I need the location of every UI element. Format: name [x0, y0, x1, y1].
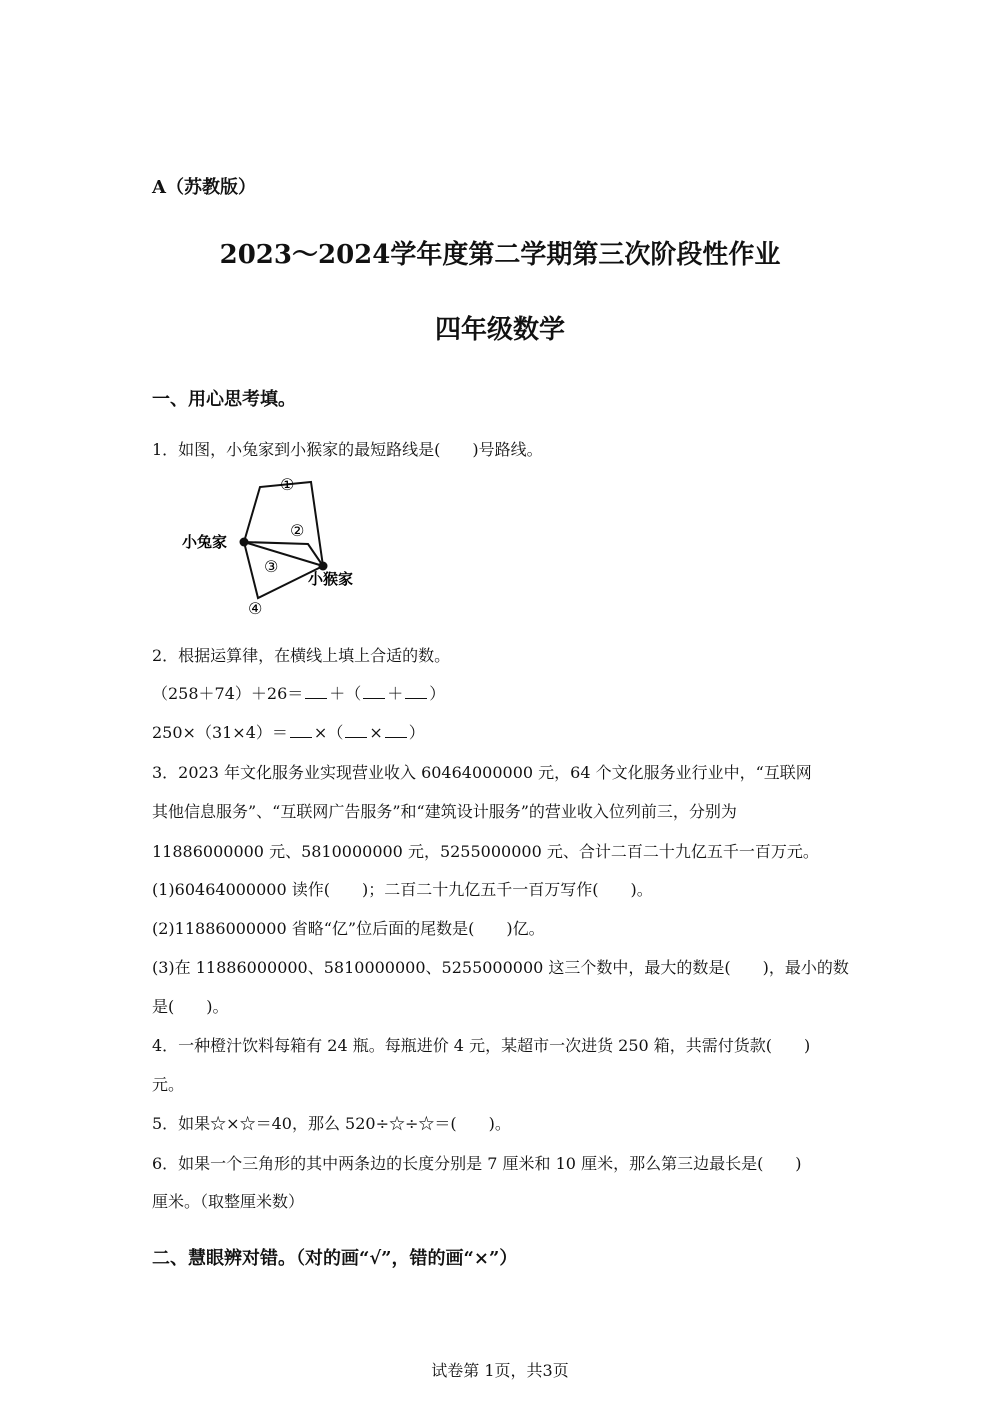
route-1-marker: ① [280, 475, 295, 494]
question-3-line-3: 11886000000 元、5810000000 元，5255000000 元、合计二百二十九亿五千一百万元。 [152, 842, 819, 861]
question-2-expr-1 [152, 684, 445, 704]
answer-blank[interactable] [305, 684, 327, 699]
question-3-sub-1: (1)60464000000 读作( )；二百二十九亿五千一百万写作( )。 [152, 880, 653, 899]
question-5: 5．如果☆×☆＝40，那么 520÷☆÷☆＝( )。 [152, 1114, 511, 1133]
expr-2-end: ） [408, 723, 425, 742]
answer-blank[interactable] [290, 723, 312, 738]
section-2-heading: 二、慧眼辨对错。（对的画“√”，错的画“×”） [152, 1248, 518, 1269]
question-4-line-2: 元。 [152, 1075, 185, 1094]
answer-blank[interactable] [363, 684, 385, 699]
question-3-line-1: 3．2023 年文化服务业实现营业收入 60464000000 元，64 个文化服务业行业中，“互联网 [152, 763, 812, 782]
answer-blank[interactable] [345, 723, 367, 738]
exam-title: 2023～2024学年度第二学期第三次阶段性作业 [219, 240, 781, 270]
question-3-sub-3-line-1: (3)在 11886000000、5810000000、5255000000 这三个数中，最大的数是( )，最小的数 [152, 958, 849, 977]
question-3-sub-3-line-2: 是( )。 [152, 997, 229, 1016]
question-3-line-2: 其他信息服务”、“互联网广告服务”和“建筑设计服务”的营业收入位列前三，分别为 [152, 802, 737, 821]
rabbit-home-label: 小兔家 [182, 533, 228, 551]
expr-1-end: ） [429, 684, 446, 703]
expr-1-left: （258＋74）＋26＝ [152, 684, 304, 703]
expr-1-part: ＋（ [329, 684, 362, 703]
route-2-marker: ② [290, 521, 305, 540]
question-6-line-1: 6．如果一个三角形的其中两条边的长度分别是 7 厘米和 10 厘米，那么第三边最长是( ) [152, 1154, 802, 1173]
question-3-sub-2: (2)11886000000 省略“亿”位后面的尾数是( )亿。 [152, 919, 545, 938]
section-1-heading: 一、用心思考填。 [152, 389, 296, 410]
question-2-expr-2 [152, 723, 425, 743]
route-3-marker: ③ [264, 557, 279, 576]
expr-2-left: 250×（31×4）＝ [152, 723, 288, 742]
answer-blank[interactable] [385, 723, 407, 738]
edition-label: A（苏教版） [152, 177, 256, 198]
page-footer: 试卷第 1页，共3页 [431, 1361, 569, 1380]
question-1: 1．如图，小兔家到小猴家的最短路线是( )号路线。 [152, 440, 543, 459]
question-2: 2．根据运算律，在横线上填上合适的数。 [152, 646, 451, 665]
question-6-line-2: 厘米。（取整厘米数） [152, 1192, 305, 1211]
rabbit-home-dot [240, 538, 249, 547]
expr-2-part: ×（ [313, 723, 344, 742]
expr-2-part: × [369, 723, 383, 742]
route-4-marker: ④ [248, 599, 263, 618]
question-4-line-1: 4．一种橙汁饮料每箱有 24 瓶。每瓶进价 4 元，某超市一次进货 250 箱，共需付货款( ) [152, 1036, 811, 1055]
route-3-line [244, 542, 323, 566]
route-diagram [178, 470, 368, 620]
expr-1-part: ＋ [387, 684, 404, 703]
answer-blank[interactable] [405, 684, 427, 699]
monkey-home-label: 小猴家 [308, 570, 354, 588]
exam-subtitle: 四年级数学 [434, 315, 565, 345]
